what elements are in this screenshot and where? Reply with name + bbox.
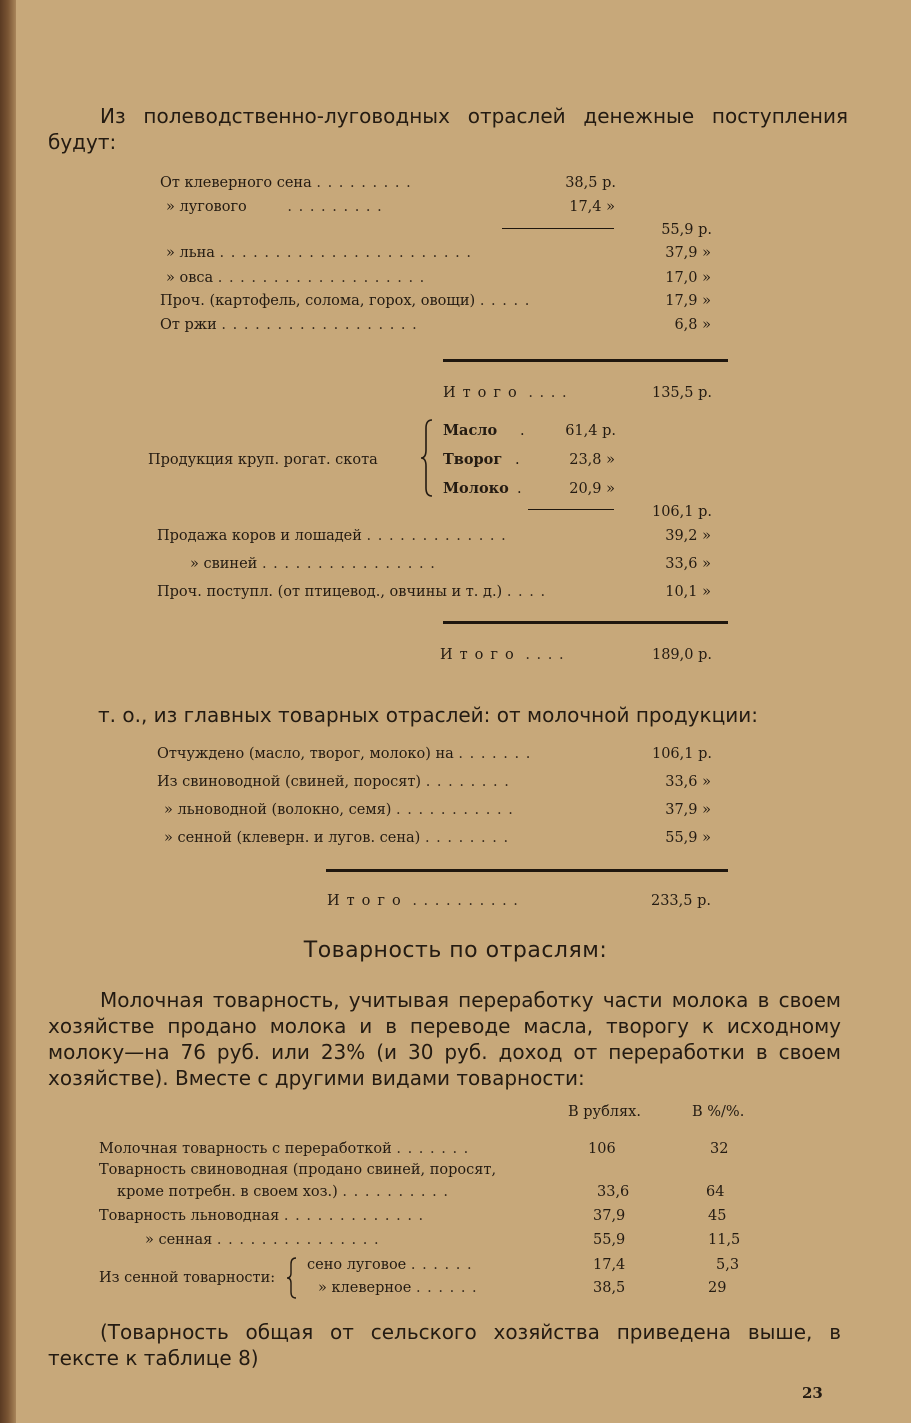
leader-dots: . . . . . . . . . .: [342, 1184, 449, 1200]
row-label: » лугового: [166, 199, 247, 215]
row-label: Отчуждено (масло, творог, молоко) на: [157, 746, 454, 762]
leader-dots: . . . . . . .: [458, 746, 532, 762]
other-income-row: [157, 582, 546, 602]
main-branches-intro: т. о., из главных товарных отраслей: от молочной продукции:: [98, 703, 758, 727]
row-label: » льна: [166, 245, 215, 261]
curly-brace-icon: [420, 418, 434, 498]
cattle-production-label: Продукция круп. рогат. скота: [148, 452, 378, 468]
flax-value: 37,9 »: [665, 245, 711, 261]
main-total-value: 233,5 р.: [650, 893, 711, 909]
section-heading: Товарность по отраслям:: [303, 938, 608, 963]
main-row-dairy: [157, 744, 531, 764]
cattle-total-row: [440, 645, 565, 665]
dairy-paragraph: Молочная товарность, учитывая переработку части молока в своем хозяйстве продано молока и в переводе масла, творогу к исходному молоку—на 76 руб. или 23% (и 30 руб. доход от переработки в своем хозяйстве). Вместе с другими видами товарности:: [48, 988, 841, 1090]
row-label: кроме потребн. в своем хоз.): [117, 1184, 338, 1200]
oats-row: [166, 268, 425, 288]
leader-dots: . . . .: [528, 385, 568, 401]
cows-sale-row: [157, 526, 507, 546]
row-label: От клеверного сена: [160, 175, 312, 191]
leader-dots: . . . .: [506, 584, 547, 600]
main-row-hay: [164, 828, 509, 848]
cows-sale-value: 39,2 »: [665, 528, 711, 544]
row-label: » сенной (клеверн. и лугов. сена): [164, 830, 421, 846]
table-row-flax: [99, 1206, 424, 1226]
row-label: » свиней: [190, 556, 258, 572]
closing-paragraph: (Товарность общая от сельского хозяйства приведена выше, в тексте к таблице 8): [48, 1320, 841, 1370]
main-row-pigs: [157, 772, 510, 792]
leader-dots: . . . . .: [479, 293, 531, 309]
table-flax-rub: 37,9: [593, 1208, 626, 1224]
row-label: Проч. поступл. (от птицевод., овчины и т. д.): [157, 584, 503, 600]
table-row-pigs-line1: Товарность свиноводная (продано свиней, поросят,: [99, 1162, 497, 1178]
main-value-dairy: 106,1 р.: [651, 746, 712, 762]
cottage-cheese-row: [443, 450, 502, 470]
leader-dots: . . . .: [525, 647, 565, 663]
row-label: Продажа коров и лошадей: [157, 528, 362, 544]
milk-value: 20,9 »: [569, 481, 615, 497]
leader-dots: . . . . . . . . . . . . . . . . . . .: [217, 270, 426, 286]
leader-dots: . . . . . . . . . .: [412, 893, 519, 909]
meadow-hay-row: [166, 197, 383, 217]
table-row-pigs-line2: [117, 1182, 449, 1202]
total-rule: [443, 359, 728, 362]
table-hay-pct: 11,5: [708, 1232, 741, 1248]
table-hay-clover-pct: 29: [708, 1280, 727, 1296]
main-total-row: [327, 891, 519, 911]
table-pigs-pct: 64: [706, 1184, 725, 1200]
field-total-value: 135,5 р.: [651, 385, 712, 401]
item-name: Творог: [443, 451, 503, 468]
from-hay-label: Из сенной товарности:: [99, 1270, 276, 1286]
leader-dots: . . . . . . . . .: [287, 199, 383, 215]
table-dairy-rub: 106: [588, 1141, 616, 1157]
total-label: Итого: [327, 893, 408, 909]
leader-dots: . . . . . . . . . . .: [396, 802, 514, 818]
cottage-cheese-value: 23,8 »: [569, 452, 615, 468]
leader-dots: . . . . . . . . . . . . . . . .: [261, 556, 436, 572]
leader-dots: . . . . . .: [410, 1257, 473, 1273]
leader-dots: .: [517, 481, 522, 497]
main-value-flax: 37,9 »: [665, 802, 711, 818]
leader-dots: . . . . . . .: [396, 1141, 470, 1157]
leader-dots: . . . . . . . . . . . . . . .: [216, 1232, 380, 1248]
table-flax-pct: 45: [708, 1208, 727, 1224]
leader-dots: . . . . . . . . . . . . . . . . . . . . . . .: [219, 245, 472, 261]
leader-dots: . . . . . .: [415, 1280, 478, 1296]
pigs-sale-row: [190, 554, 436, 574]
rye-row: [160, 315, 418, 335]
row-label: Товарность льноводная: [99, 1208, 280, 1224]
cattle-subtotal: 106,1 р.: [651, 504, 712, 520]
intro-paragraph: Из полеводственно-луговодных отраслей денежные поступления будут:: [48, 104, 848, 154]
table-row-hay: [145, 1230, 380, 1250]
table-hay-clover-rub: 38,5: [593, 1280, 626, 1296]
clover-hay-value: 38,5 р.: [565, 175, 616, 191]
flax-row: [166, 243, 472, 263]
table-row-hay-meadow: [307, 1255, 473, 1275]
total-label: Итого: [440, 647, 521, 663]
table-hay-rub: 55,9: [593, 1232, 626, 1248]
leader-dots: .: [515, 452, 520, 468]
clover-hay-row: [160, 173, 412, 193]
butter-value: 61,4 р.: [565, 423, 616, 439]
column-header-percent: В %/%.: [692, 1104, 745, 1120]
cattle-total-value: 189,0 р.: [651, 647, 712, 663]
pigs-sale-value: 33,6 »: [665, 556, 711, 572]
milk-row: [443, 479, 509, 499]
oats-value: 17,0 »: [665, 270, 711, 286]
subtotal-rule: [528, 509, 614, 510]
leader-dots: . . . . . . . . . . . . . . . . . .: [221, 317, 418, 333]
main-value-hay: 55,9 »: [665, 830, 711, 846]
total-rule: [443, 621, 728, 624]
total-label: Итого: [443, 385, 524, 401]
butter-row: [443, 421, 497, 441]
leader-dots: . . . . . . . .: [425, 774, 510, 790]
row-label: » сенная: [145, 1232, 213, 1248]
curly-brace-icon: [286, 1256, 298, 1300]
rye-value: 6,8 »: [674, 317, 711, 333]
leader-dots: . . . . . . . .: [424, 830, 510, 846]
row-label: сено луговое: [307, 1257, 407, 1273]
leader-dots: . . . . . . . . .: [316, 175, 412, 191]
table-row-dairy: [99, 1139, 469, 1159]
table-hay-meadow-rub: 17,4: [593, 1257, 626, 1273]
main-row-flax: [164, 800, 514, 820]
table-row-hay-clover: [318, 1278, 478, 1298]
table-pigs-rub: 33,6: [597, 1184, 630, 1200]
column-header-rubles: В рублях.: [568, 1104, 641, 1120]
row-label: Из свиноводной (свиней, поросят): [157, 774, 422, 790]
other-crops-row: [160, 291, 530, 311]
row-label: » овса: [166, 270, 214, 286]
total-rule: [326, 869, 728, 872]
table-hay-meadow-pct: 5,3: [716, 1257, 740, 1273]
meadow-hay-value: 17,4 »: [569, 199, 615, 215]
table-dairy-pct: 32: [710, 1141, 729, 1157]
row-label: От ржи: [160, 317, 217, 333]
row-label: » льноводной (волокно, семя): [164, 802, 392, 818]
item-name: Масло: [443, 422, 498, 439]
leader-dots: .: [520, 423, 525, 439]
subtotal-rule: [502, 228, 614, 229]
other-income-value: 10,1 »: [665, 584, 711, 600]
leader-dots: . . . . . . . . . . . . .: [366, 528, 507, 544]
leader-dots: . . . . . . . . . . . . .: [283, 1208, 425, 1224]
row-label: Проч. (картофель, солома, горох, овощи): [160, 293, 476, 309]
field-total-row: [443, 383, 568, 403]
item-name: Молоко: [443, 480, 509, 497]
main-value-pigs: 33,6 »: [665, 774, 711, 790]
row-label: Молочная товарность с переработкой: [99, 1141, 392, 1157]
other-crops-value: 17,9 »: [665, 293, 711, 309]
row-label: » клеверное: [318, 1280, 412, 1296]
page-number: 23: [802, 1384, 823, 1402]
hay-subtotal: 55,9 р.: [661, 222, 712, 238]
